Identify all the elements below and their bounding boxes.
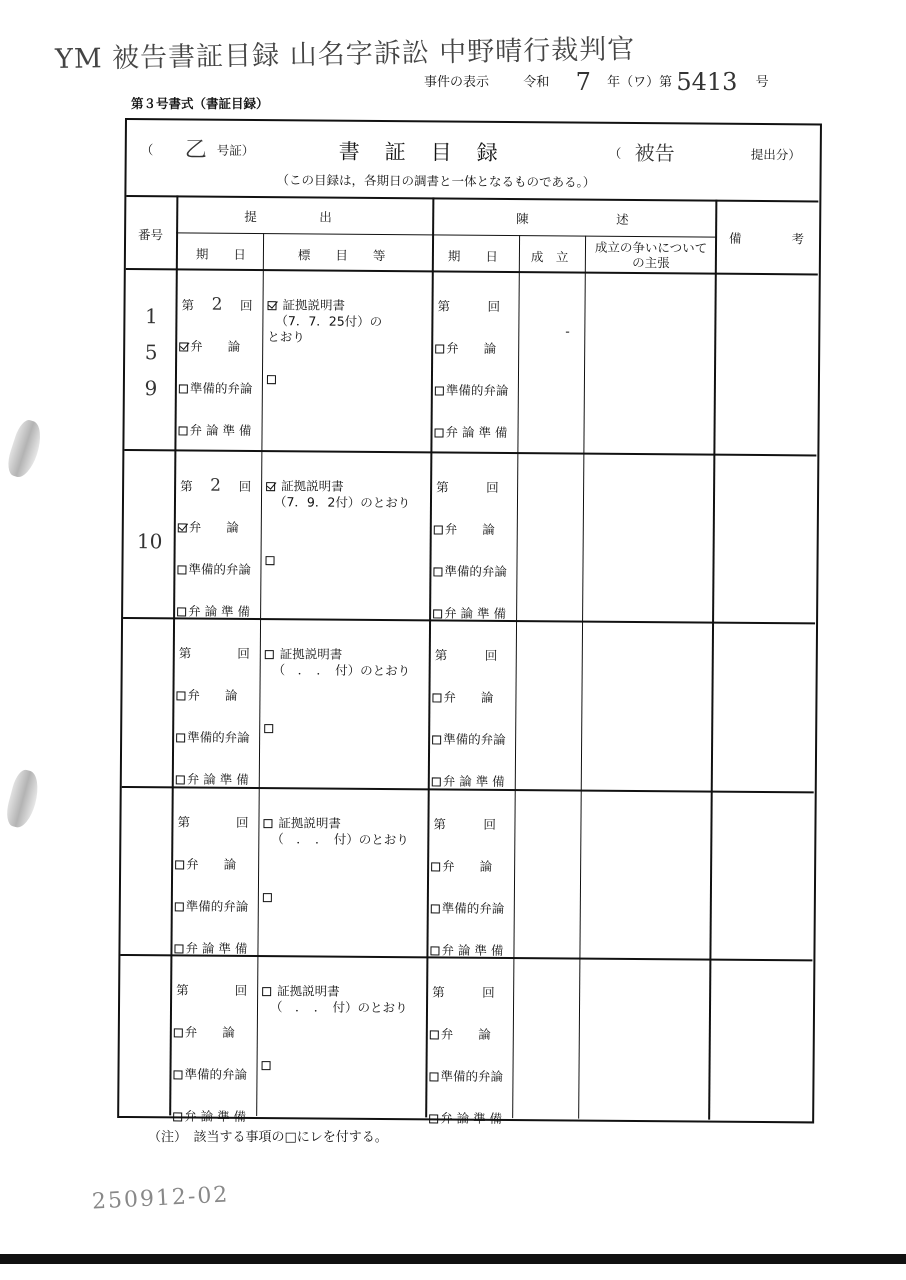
doc-tail <box>267 327 305 345</box>
round-suffix: 回 <box>237 645 250 661</box>
checkbox-benron_junbi[interactable] <box>173 1112 182 1121</box>
checkbox-benron[interactable] <box>174 1028 183 1037</box>
checkbox-junbi[interactable] <box>176 733 185 742</box>
statement-option-benron_junbi <box>432 771 505 790</box>
option-label: 弁 論 <box>187 687 238 703</box>
option-label: 弁 論 <box>184 1024 235 1040</box>
submission-round <box>179 643 250 662</box>
submission-option-junbi <box>176 727 250 746</box>
round-prefix: 第 <box>178 645 192 661</box>
extra-checkbox[interactable] <box>262 1061 271 1070</box>
checkbox-junbi[interactable] <box>175 902 184 911</box>
statement-option-benron_junbi <box>434 422 507 441</box>
round-suffix: 回 <box>238 478 252 495</box>
doc-extra-option <box>262 1057 273 1072</box>
stmt-checkbox-junbi[interactable] <box>433 567 442 576</box>
col-stmt-date: 期 日 <box>447 248 498 264</box>
doc-extra-option <box>264 720 275 735</box>
submission-option-benron <box>174 1022 235 1040</box>
doc-date-text: （7．9．2付）のとおり <box>273 494 411 511</box>
checkbox-benron_junbi[interactable] <box>176 775 185 784</box>
checkbox-benron[interactable] <box>175 860 184 869</box>
doc-tail-text: とおり <box>267 329 305 345</box>
col-number: 番号 <box>138 227 164 243</box>
doc-extra-option <box>267 371 278 386</box>
col-remarks: 備 考 <box>729 230 805 247</box>
submission-option-benron <box>175 854 236 872</box>
submission-option-benron_junbi <box>176 769 249 788</box>
option-label: 弁 論 準 備 <box>441 942 504 958</box>
sheet-title: 書 証 目 録 <box>338 139 500 165</box>
stmt-round-text: 第 回 <box>437 298 501 314</box>
stmt-checkbox-junbi[interactable] <box>431 904 440 913</box>
stmt-checkbox-junbi[interactable] <box>432 735 441 744</box>
extra-checkbox[interactable] <box>264 724 273 733</box>
round-suffix: 回 <box>235 814 249 830</box>
checkbox-junbi[interactable] <box>179 384 188 393</box>
statement-option-benron <box>435 338 496 356</box>
option-label: 弁 論 準 備 <box>185 940 248 956</box>
doc-label: 証拠説明書 <box>282 297 346 313</box>
established-mark: - <box>565 323 570 339</box>
submission-option-benron <box>176 685 237 703</box>
stmt-checkbox-junbi[interactable] <box>435 386 444 395</box>
round-value: 2 <box>210 475 222 496</box>
col-title-etc: 標 目 等 <box>297 247 386 264</box>
doc-checkbox[interactable] <box>262 987 271 996</box>
evidence-list-sheet <box>117 118 822 1126</box>
option-label: 弁 論 <box>446 340 497 356</box>
option-label: 準備的弁論 <box>187 729 250 745</box>
option-label: 弁 論 <box>442 858 493 874</box>
option-label: 弁 論 <box>443 689 494 705</box>
option-label: 弁 論 準 備 <box>188 603 251 619</box>
doc-label: 証拠説明書 <box>279 646 343 662</box>
statement-option-benron <box>431 856 492 874</box>
option-label: 弁 論 <box>444 521 495 537</box>
stmt-checkbox-benron_junbi[interactable] <box>429 1114 438 1123</box>
checkbox-benron[interactable] <box>176 691 185 700</box>
stmt-round-text: 第 回 <box>436 479 499 495</box>
extra-checkbox[interactable] <box>265 556 274 565</box>
checkbox-benron[interactable] <box>179 342 188 351</box>
row-number-value: 1 5 9 <box>144 304 158 401</box>
submission-option-benron <box>179 336 240 354</box>
statement-option-junbi <box>435 380 509 399</box>
option-label: 弁 論 <box>186 856 237 872</box>
party-value: 被告 <box>634 141 675 166</box>
option-label: 弁 論 <box>188 519 239 535</box>
checkbox-benron_junbi[interactable] <box>179 426 188 435</box>
submission-option-benron <box>178 517 239 535</box>
checkbox-benron_junbi[interactable] <box>177 607 186 616</box>
option-label: 準備的弁論 <box>441 900 505 917</box>
statement-option-junbi <box>431 898 505 917</box>
stmt-checkbox-benron_junbi[interactable] <box>435 428 444 437</box>
stmt-checkbox-benron[interactable] <box>431 862 440 871</box>
submission-option-junbi <box>177 559 251 578</box>
doc-date <box>273 660 411 679</box>
stmt-round-text: 第 回 <box>432 984 495 1000</box>
statement-option-junbi <box>432 729 506 748</box>
option-label: 準備的弁論 <box>445 382 509 399</box>
statement-option-benron_junbi <box>433 603 506 622</box>
col-statement: 陳 述 <box>516 211 629 227</box>
case-suffix: 号 <box>755 75 769 90</box>
round-prefix: 第 <box>181 297 195 313</box>
statement-option-benron <box>434 519 495 537</box>
stmt-checkbox-benron[interactable] <box>434 525 443 534</box>
row-number-value: 10 <box>136 529 163 554</box>
doc-date <box>270 997 408 1016</box>
statement-option-benron <box>430 1024 491 1042</box>
case-number: 5413 <box>676 68 738 96</box>
col-submission: 提 出 <box>244 208 332 225</box>
round-prefix: 第 <box>177 814 191 830</box>
doc-checkbox[interactable] <box>267 301 276 310</box>
statement-option-junbi <box>433 561 507 580</box>
round-suffix: 回 <box>234 982 248 998</box>
option-label: 弁 論 準 備 <box>445 424 508 441</box>
stmt-checkbox-benron[interactable] <box>430 1030 439 1039</box>
handwritten-header: YM 被告書証目録 山名字訴訟 中野晴行裁判官 <box>54 33 636 76</box>
doc-label: 証拠説明書 <box>278 815 342 831</box>
doc-date-text: （7．7．25付）の <box>275 313 383 330</box>
submission-round <box>181 294 252 315</box>
option-label: 弁 論 準 備 <box>442 773 505 790</box>
doc-date <box>271 829 409 848</box>
col-sub-date: 期 日 <box>195 246 247 262</box>
option-label: 弁 論 準 備 <box>440 1110 503 1126</box>
binding-clip-top <box>4 417 47 480</box>
option-label: 準備的弁論 <box>188 561 252 578</box>
evidence-open-paren: （ <box>140 142 154 158</box>
doc-checkbox[interactable] <box>265 650 274 659</box>
submission-option-benron_junbi <box>177 601 250 620</box>
row-number <box>131 298 172 406</box>
sheet-subtitle: （この目録は，各期日の調書と一体となるものである。） <box>276 172 596 190</box>
stmt-checkbox-benron[interactable] <box>432 693 441 702</box>
checkbox-junbi[interactable] <box>177 565 186 574</box>
round-prefix: 第 <box>180 478 193 494</box>
submission-option-junbi <box>179 378 253 397</box>
doc-date-text: （ ． ． 付）のとおり <box>269 999 408 1016</box>
doc-checkbox[interactable] <box>266 482 275 491</box>
checkbox-benron[interactable] <box>178 523 187 532</box>
option-label: 弁 論 準 備 <box>444 605 507 622</box>
statement-round <box>433 814 496 832</box>
row-number <box>130 523 170 559</box>
doc-checkbox[interactable] <box>263 819 272 828</box>
case-label: 事件の表示 <box>424 75 490 90</box>
option-label: 準備的弁論 <box>444 563 508 580</box>
scan-edge-bar <box>0 1254 906 1264</box>
doc-label: 証拠説明書 <box>277 983 340 999</box>
doc-extra-option <box>265 552 276 567</box>
binding-clip-bottom <box>3 768 43 831</box>
round-suffix: 回 <box>239 297 253 314</box>
statement-round <box>437 296 500 314</box>
statement-round <box>432 982 495 1000</box>
footnote: （注） 該当する事項の□にレを付する。 <box>148 1130 388 1145</box>
submission-option-benron_junbi <box>178 420 251 439</box>
option-label: 弁 論 準 備 <box>186 771 249 787</box>
option-label: 弁 論 準 備 <box>184 1108 247 1124</box>
extra-checkbox[interactable] <box>263 893 272 902</box>
established-value <box>565 323 570 338</box>
col-dispute: 成立の争いについての主張 <box>594 239 708 271</box>
option-label: 弁 論 <box>440 1026 491 1042</box>
statement-option-junbi <box>429 1066 503 1085</box>
option-label: 準備的弁論 <box>443 731 506 748</box>
extra-checkbox[interactable] <box>267 375 276 384</box>
stmt-checkbox-junbi[interactable] <box>429 1072 438 1081</box>
evidence-type: 乙 <box>184 137 207 163</box>
option-label: 弁 論 準 備 <box>189 422 252 439</box>
case-era: 令和 <box>523 75 550 90</box>
checkbox-benron_junbi[interactable] <box>174 944 183 953</box>
stmt-checkbox-benron_junbi[interactable] <box>432 777 441 786</box>
option-label: 準備的弁論 <box>184 1066 248 1082</box>
submission-option-benron_junbi <box>173 1106 246 1125</box>
stmt-round-text: 第 回 <box>433 816 497 832</box>
statement-round <box>436 477 499 495</box>
option-label: 準備的弁論 <box>440 1068 504 1084</box>
doc-date <box>274 492 410 511</box>
party-open-paren: （ <box>608 145 622 161</box>
submission-round <box>180 475 251 496</box>
option-label: 準備的弁論 <box>189 380 253 397</box>
doc-date-text: （ ． ． 付）のとおり <box>272 662 411 679</box>
stmt-checkbox-benron[interactable] <box>435 344 444 353</box>
case-display <box>424 64 769 96</box>
statement-option-benron_junbi <box>429 1108 502 1127</box>
submission-round <box>177 812 248 831</box>
stmt-checkbox-benron_junbi[interactable] <box>430 946 439 955</box>
doc-label: 証拠説明書 <box>281 478 344 494</box>
option-label: 準備的弁論 <box>185 898 249 914</box>
option-label: 弁 論 <box>190 338 241 354</box>
handwritten-footer-number: 250912-02 <box>91 1182 230 1215</box>
round-value: 2 <box>211 294 223 315</box>
case-year-unit: 年（ワ）第 <box>607 75 673 90</box>
statement-option-benron_junbi <box>430 940 503 959</box>
round-prefix: 第 <box>176 982 189 998</box>
checkbox-junbi[interactable] <box>173 1070 182 1079</box>
submission-option-benron_junbi <box>174 938 247 957</box>
submission-option-junbi <box>173 1064 247 1083</box>
form-number: 第３号書式（書証目録） <box>131 96 269 111</box>
submission-option-junbi <box>175 896 249 915</box>
party-suffix: 提出分） <box>750 146 801 163</box>
evidence-suffix: 号証） <box>216 142 255 159</box>
stmt-round-text: 第 回 <box>434 647 498 663</box>
statement-round <box>435 645 498 663</box>
statement-option-benron <box>432 687 493 705</box>
submission-round <box>176 980 247 999</box>
case-year: 7 <box>575 68 591 96</box>
doc-date-text: （ ． ． 付）のとおり <box>271 831 409 848</box>
stmt-checkbox-benron_junbi[interactable] <box>433 609 442 618</box>
col-established: 成 立 <box>530 249 569 265</box>
doc-extra-option <box>263 889 274 904</box>
